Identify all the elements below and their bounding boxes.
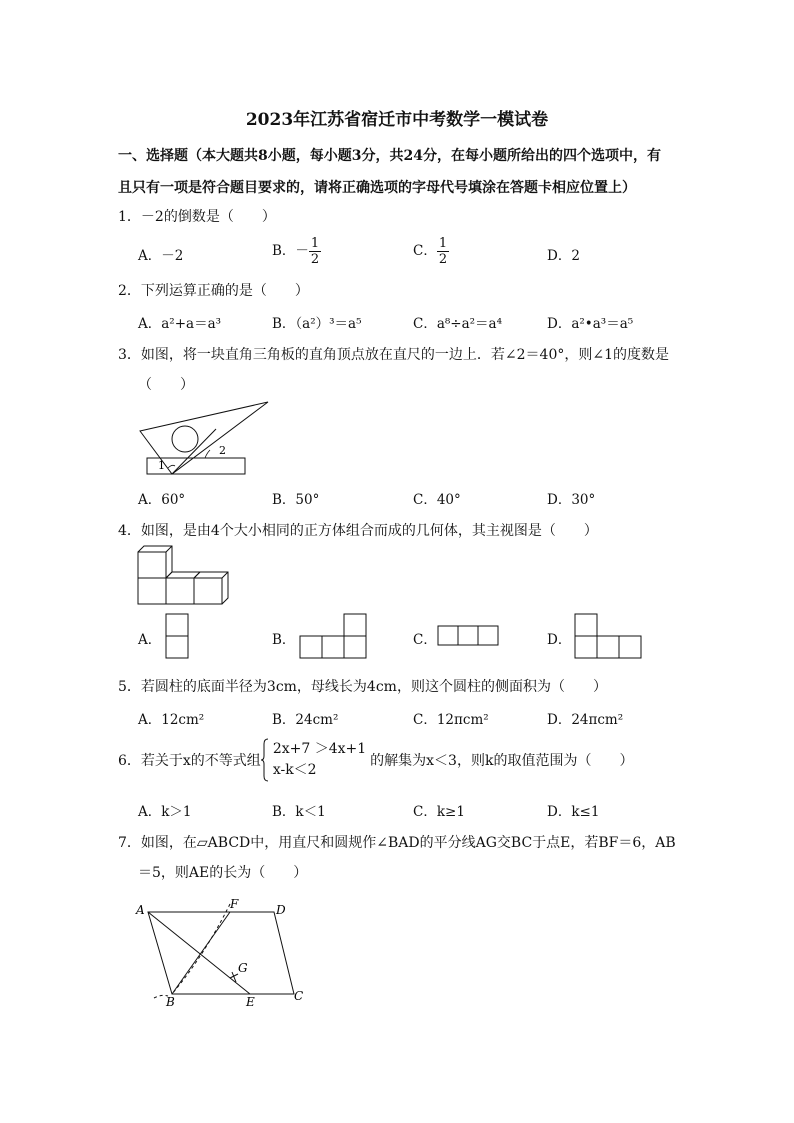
question-2-stem: 2．下列运算正确的是（ ） — [118, 283, 309, 299]
label-c: C — [294, 989, 304, 1003]
fraction: $\frac{1}{2}$ — [438, 236, 448, 267]
q1-option-a: A．－2 — [138, 248, 184, 264]
inequality-1: 2x+7 ＞4x+1 — [272, 741, 367, 757]
label-g: G — [238, 961, 248, 975]
q2-option-a: A．a²+a＝a³ — [138, 316, 222, 332]
question-7-stem: 7．如图，在▱ABCD中，用直尺和圆规作∠BAD的平分线AG交BC于点E，若BF＝6，AB — [118, 835, 676, 851]
section-heading-line2: 且只有一项是符合题目要求的，请将正确选项的字母代号填涂在答题卡相应位置上） — [118, 180, 636, 196]
fraction: $\frac{1}{2}$ — [310, 236, 320, 267]
angle-1-arc — [168, 465, 175, 468]
parallelogram-figure — [132, 896, 312, 1012]
q6-option-b: B．k＜1 — [272, 804, 326, 820]
q4-option-a: A． — [138, 632, 162, 648]
segment-bf — [172, 912, 230, 994]
q4-option-d: D． — [547, 632, 572, 648]
angle-label-2: 2 — [219, 444, 226, 457]
label-a: A — [136, 903, 145, 917]
q5-option-c: C．12πcm² — [413, 712, 489, 728]
q4-option-b-figure — [298, 612, 370, 660]
q4-option-a-figure — [164, 612, 190, 660]
q1-option-c: C． $\frac{1}{2}$ — [413, 236, 448, 267]
page-title: 2023年江苏省宿迁市中考数学一模试卷 — [245, 110, 549, 130]
bisector-ae — [148, 912, 250, 994]
angle-label-1: 1 — [158, 459, 165, 472]
q1-option-d: D．2 — [547, 248, 580, 264]
question-5-stem: 5．若圆柱的底面半径为3cm，母线长为4cm，则这个圆柱的侧面积为（ ） — [118, 679, 607, 695]
triangle-hole — [172, 426, 198, 452]
q6-option-d: D．k≤1 — [547, 804, 600, 820]
q4-option-b: B． — [272, 632, 296, 648]
q5-option-a: A．12cm² — [138, 712, 205, 728]
question-3-stem: 3．如图，将一块直角三角板的直角顶点放在直尺的一边上．若∠2＝40°，则∠1的度数是 — [118, 347, 669, 363]
question-4-stem: 4．如图，是由4个大小相同的正方体组合而成的几何体，其主视图是（ ） — [118, 523, 598, 539]
q6-option-a: A．k＞1 — [138, 804, 192, 820]
inequality-2: x-k＜2 — [272, 762, 317, 778]
label-e: E — [246, 995, 255, 1009]
q4-option-c: C． — [413, 632, 437, 648]
triangle-leg — [172, 429, 216, 474]
triangle-ruler-figure — [134, 398, 274, 478]
q4-option-d-figure — [573, 612, 645, 660]
question-3-stem-cont: （ ） — [138, 377, 194, 393]
q5-option-d: D．24πcm² — [547, 712, 624, 728]
q4-option-c-figure — [436, 624, 500, 648]
question-7-stem-cont: ＝5，则AE的长为（ ） — [138, 865, 308, 881]
q3-option-c: C．40° — [413, 492, 461, 508]
q3-option-a: A．60° — [138, 492, 186, 508]
system-brace — [261, 738, 269, 782]
q3-option-b: B．50° — [272, 492, 320, 508]
q1-option-b: B．－ $\frac{1}{2}$ — [272, 236, 320, 267]
q2-option-b: B．（a²）³＝a⁵ — [272, 316, 362, 332]
q6-option-c: C．k≥1 — [413, 804, 465, 820]
label-f: F — [230, 897, 239, 911]
compass-arc-large — [172, 904, 230, 994]
inequality-system — [273, 739, 366, 781]
cube-solid-figure — [134, 544, 238, 608]
question-6-stem: 6．若关于x的不等式组 2x+7 ＞4x+1 x-k＜2 的解集为x＜3，则k的取值范围为（ ） — [118, 738, 633, 782]
angle-2-arc — [205, 450, 210, 458]
label-d: D — [276, 903, 286, 917]
section-heading-line1: 一、选择题（本大题共8小题，每小题3分，共24分，在每小题所给出的四个选项中，有 — [118, 148, 661, 164]
label-b: B — [166, 995, 175, 1009]
q2-option-c: C．a⁸÷a²＝a⁴ — [413, 316, 503, 332]
q3-option-d: D．30° — [547, 492, 596, 508]
q5-option-b: B．24cm² — [272, 712, 339, 728]
question-1-stem: 1．－2的倒数是（ ） — [118, 209, 276, 225]
q2-option-d: D．a²•a³＝a⁵ — [547, 316, 634, 332]
